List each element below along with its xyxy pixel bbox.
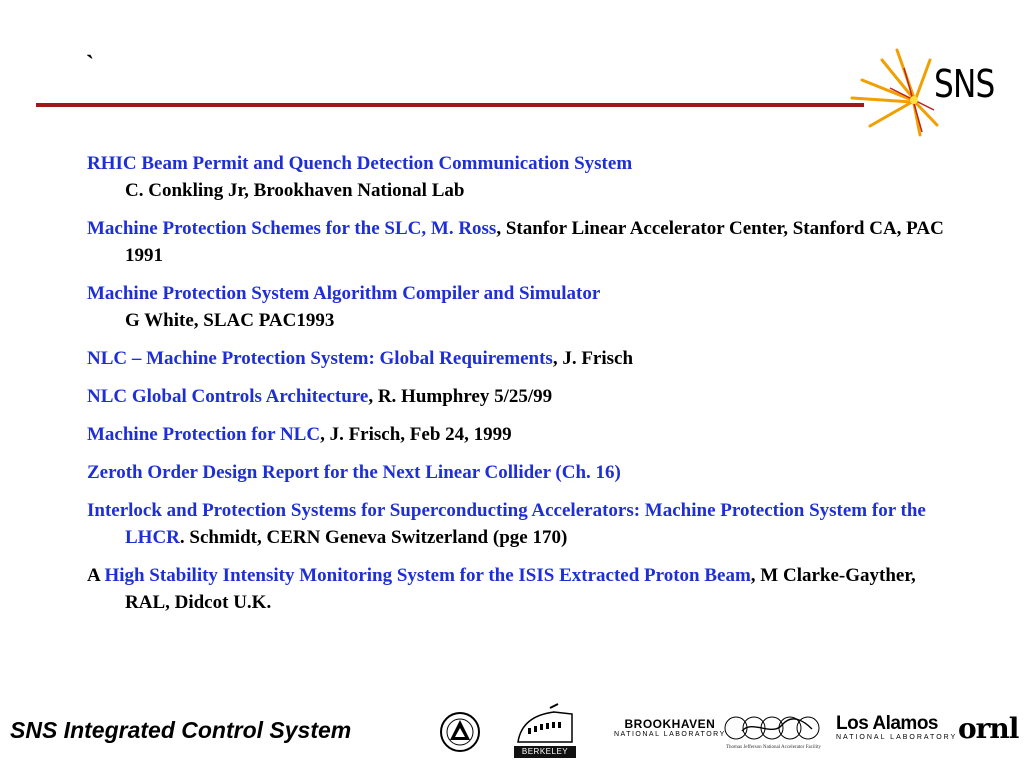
reference-link[interactable]: Interlock and Protection Systems for Superconducting Accelerators: Machine Protection System for the LHCR xyxy=(87,500,926,548)
footer-title: SNS Integrated Control System xyxy=(10,717,352,743)
ornl-logo: ornl xyxy=(958,712,1019,745)
reference-link[interactable]: Machine Protection Schemes for the SLC, M. Ross xyxy=(87,218,497,239)
reference-link[interactable]: Machine Protection for NLC xyxy=(87,424,321,445)
reference-item xyxy=(87,280,957,334)
reference-link[interactable]: High Stability Intensity Monitoring System for the ISIS Extracted Proton Beam xyxy=(104,565,751,586)
header-rule xyxy=(36,103,864,107)
los-alamos-name: Los Alamos xyxy=(836,713,938,734)
los-alamos-subtitle: NATIONAL LABORATORY xyxy=(836,734,958,741)
reference-detail: , M Clarke-Gayther, RAL, Didcot U.K. xyxy=(125,565,916,613)
reference-detail: , J. Frisch xyxy=(552,348,634,369)
brookhaven-subtitle: NATIONAL LABORATORY xyxy=(614,731,726,738)
reference-detail: . Schmidt, CERN Geneva Switzerland (pge 170) xyxy=(179,527,568,548)
jefferson-lab-subtitle: Thomas Jefferson National Accelerator Facility xyxy=(726,745,821,750)
jefferson-lab-script-icon xyxy=(722,713,826,743)
sns-logo-text: SNS xyxy=(934,62,995,106)
reference-detail: , J. Frisch, Feb 24, 1999 xyxy=(320,424,512,445)
reference-link[interactable]: Machine Protection System Algorithm Compiler and Simulator xyxy=(87,283,601,304)
reference-link[interactable]: NLC – Machine Protection System: Global Requirements xyxy=(87,348,553,369)
reference-detail: , Stanfor Linear Accelerator Center, Stanford CA, PAC 1991 xyxy=(125,218,944,266)
brookhaven-logo xyxy=(614,717,726,738)
reference-item xyxy=(87,459,957,486)
argonne-logo-icon xyxy=(440,706,480,758)
reference-link[interactable]: NLC Global Controls Architecture xyxy=(87,386,369,407)
brookhaven-name: BROOKHAVEN xyxy=(624,717,716,731)
berkeley-lab-label: BERKELEY LAB xyxy=(514,746,576,758)
reference-item xyxy=(87,215,957,269)
reference-detail: , R. Humphrey 5/25/99 xyxy=(368,386,553,407)
reference-item xyxy=(87,497,957,551)
reference-detail: C. Conkling Jr, Brookhaven National Lab xyxy=(125,180,465,201)
reference-item xyxy=(87,562,957,616)
title-mark: ` xyxy=(86,52,94,78)
reference-link[interactable]: Zeroth Order Design Report for the Next Linear Collider (Ch. 16) xyxy=(87,462,621,483)
los-alamos-logo xyxy=(836,714,957,741)
reference-detail: G White, SLAC PAC1993 xyxy=(125,310,335,331)
reference-link[interactable]: RHIC Beam Permit and Quench Detection Communication System xyxy=(87,153,633,174)
reference-item xyxy=(87,383,957,410)
berkeley-building-icon xyxy=(514,702,578,746)
reference-list xyxy=(87,150,957,627)
berkeley-lab-logo xyxy=(514,702,578,768)
reference-item xyxy=(87,150,957,204)
reference-item xyxy=(87,345,957,372)
jefferson-lab-logo xyxy=(722,713,826,753)
reference-detail: A xyxy=(87,565,105,586)
reference-item xyxy=(87,421,957,448)
